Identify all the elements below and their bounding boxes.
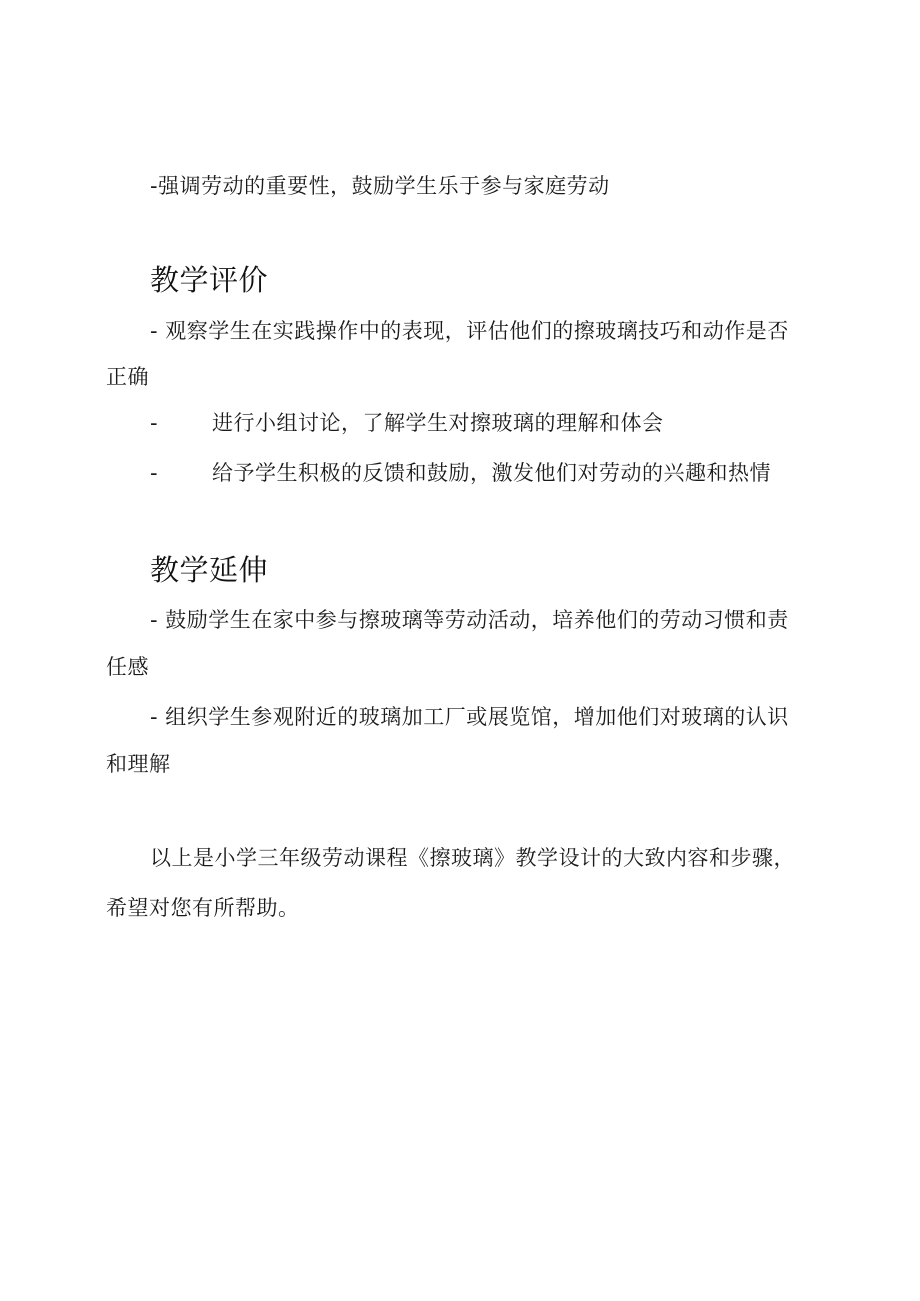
bullet-dash: - (150, 461, 159, 485)
evaluation-item-3 (150, 458, 771, 488)
evaluation-heading: 教学评价 (150, 263, 269, 297)
extension-item-1-line-1: - 鼓励学生在家中参与擦玻璃等劳动活动，培养他们的劳动习惯和责 (150, 608, 789, 632)
extension-item-1-line-2: 任感 (106, 655, 149, 679)
conclusion-line-1: 以上是小学三年级劳动课程《擦玻璃》教学设计的大致内容和步骤， (150, 846, 795, 870)
intro-line: -强调劳动的重要性，鼓励学生乐于参与家庭劳动 (150, 174, 610, 198)
extension-heading: 教学延伸 (150, 553, 269, 587)
evaluation-item-2-text: 进行小组讨论，了解学生对擦玻璃的理解和体会 (212, 411, 664, 435)
evaluation-item-1-line-2: 正确 (106, 365, 149, 389)
extension-item-2-line-1: - 组织学生参观附近的玻璃加工厂或展览馆，增加他们对玻璃的认识 (150, 705, 789, 729)
extension-item-2-line-2: 和理解 (106, 752, 171, 776)
evaluation-item-3-text: 给予学生积极的反馈和鼓励，激发他们对劳动的兴趣和热情 (212, 461, 771, 485)
conclusion-line-2: 希望对您有所帮助。 (106, 896, 300, 920)
evaluation-item-2 (150, 408, 664, 438)
evaluation-item-1-line-1: - 观察学生在实践操作中的表现，评估他们的擦玻璃技巧和动作是否 (150, 319, 789, 343)
bullet-dash: - (150, 411, 159, 435)
